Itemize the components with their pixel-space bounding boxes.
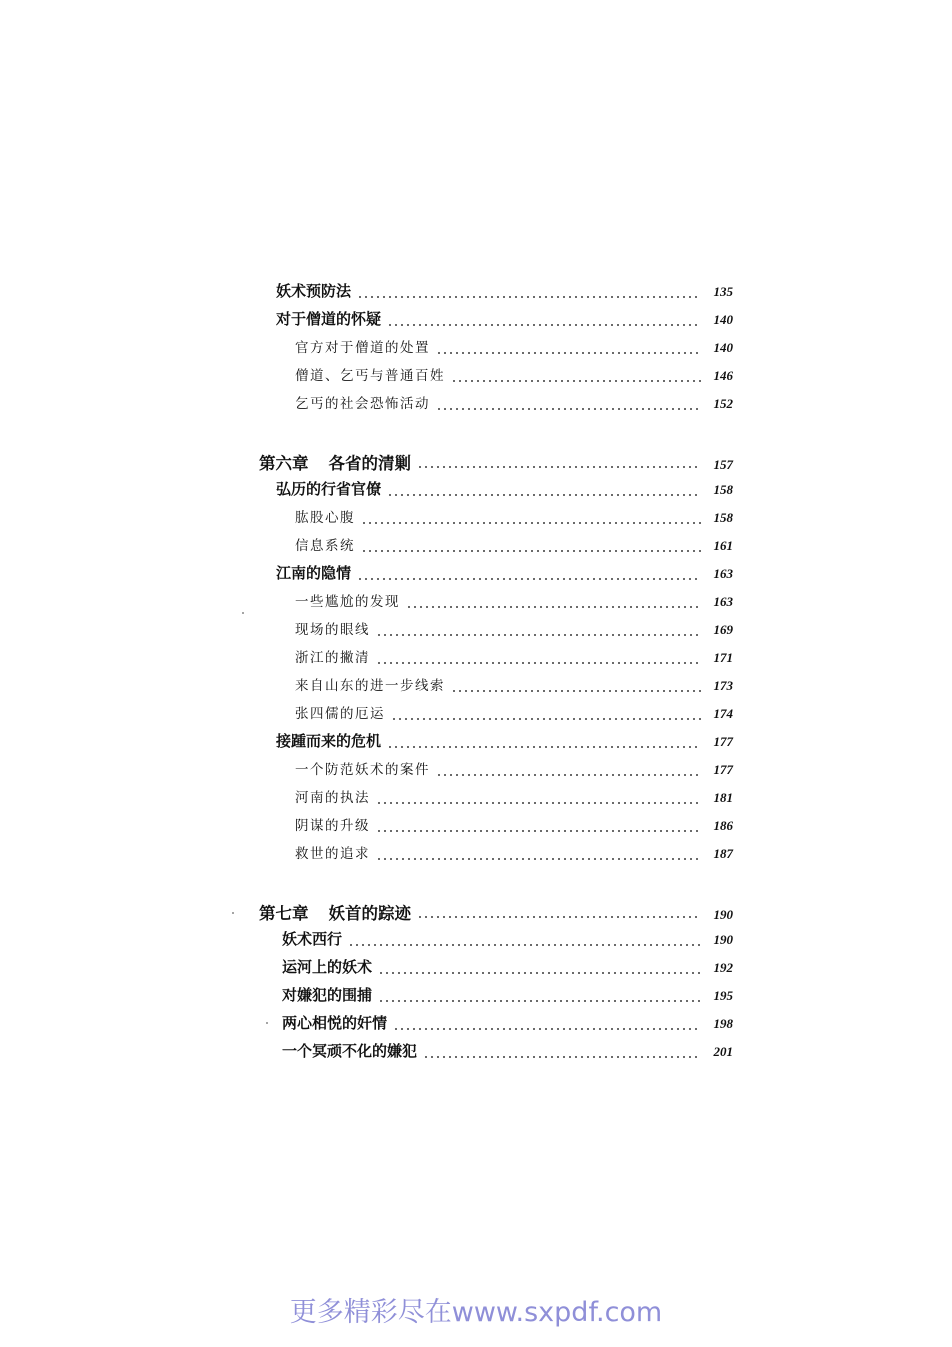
entry-title: [282, 928, 342, 949]
toc-subsection-entry: [295, 534, 733, 558]
scan-speck: [242, 612, 244, 614]
toc-subsection-entry: [295, 646, 733, 670]
dot-leader: [348, 944, 701, 946]
entry-title-text: 一个冥顽不化的嫌犯: [282, 1042, 418, 1060]
toc-section-entry: [282, 956, 733, 980]
toc-subsection-entry: [295, 336, 733, 360]
entry-title-text: 来自山东的进一步线索: [295, 678, 445, 694]
entry-title: [295, 534, 355, 554]
page-number: 171: [713, 650, 733, 665]
entry-title-text: 接踵而来的危机: [276, 732, 382, 750]
dot-leader: [387, 494, 701, 496]
entry-title-text: 弘历的行省官僚: [276, 480, 382, 498]
entry-title: [295, 758, 430, 778]
dot-leader: [376, 662, 701, 664]
dot-leader: [387, 324, 701, 326]
dot-leader: [378, 972, 701, 974]
page-number: 201: [713, 1044, 733, 1059]
entry-title-text: 肱股心腹: [295, 510, 355, 526]
page-number: 152: [713, 396, 733, 411]
toc-section-entry: [282, 1040, 733, 1064]
page-number: 135: [713, 284, 733, 299]
scan-speck: [266, 1022, 268, 1024]
entry-title: [295, 590, 400, 610]
entry-title-text: 现场的眼线: [295, 622, 370, 638]
dot-leader: [376, 858, 701, 860]
entry-title: [282, 1040, 417, 1061]
toc-subsection-entry: [295, 674, 733, 698]
page-number: 190: [713, 932, 733, 947]
page-number: 158: [713, 510, 733, 525]
chapter-number: 第七章: [259, 904, 309, 923]
page-number: 157: [713, 457, 733, 472]
entry-title-text: 各省的清剿: [328, 454, 411, 473]
toc-subsection-entry: [295, 758, 733, 782]
entry-title: [282, 956, 372, 977]
dot-leader: [451, 380, 701, 382]
toc-subsection-entry: [295, 590, 733, 614]
toc-subsection-entry: [295, 618, 733, 642]
toc-section-entry: [276, 478, 733, 502]
entry-title: [295, 336, 430, 356]
entry-title: [295, 618, 370, 638]
entry-title-text: 对嫌犯的围捕: [282, 986, 373, 1004]
toc-section-entry: [276, 280, 733, 304]
toc-subsection-entry: [295, 364, 733, 388]
entry-title: [259, 450, 411, 474]
page-number: 146: [713, 368, 733, 383]
page-number: 158: [713, 482, 733, 497]
toc-section-entry: [276, 730, 733, 754]
dot-leader: [376, 830, 701, 832]
dot-leader: [376, 634, 701, 636]
page-number: 181: [713, 790, 733, 805]
dot-leader: [436, 352, 701, 354]
dot-leader: [417, 916, 701, 918]
entry-title-text: 两心相悦的奸情: [282, 1014, 388, 1032]
entry-title: [295, 674, 445, 694]
entry-title: [295, 786, 370, 806]
entry-title: [295, 842, 370, 862]
entry-title-text: 一个防范妖术的案件: [295, 762, 430, 778]
entry-title-text: 妖术西行: [282, 930, 343, 948]
dot-leader: [387, 746, 701, 748]
entry-title: [282, 984, 372, 1005]
toc-subsection-entry: [295, 842, 733, 866]
entry-title-text: 妖术预防法: [276, 282, 352, 300]
toc-section-entry: [276, 308, 733, 332]
entry-title-text: 江南的隐情: [276, 564, 352, 582]
entry-title-text: 浙江的撇清: [295, 650, 370, 666]
entry-title-text: 张四儒的厄运: [295, 706, 385, 722]
entry-title-text: 僧道、乞丐与普通百姓: [295, 368, 445, 384]
dot-leader: [378, 1000, 701, 1002]
toc-section-entry: [282, 1012, 733, 1036]
page-number: 195: [713, 988, 733, 1003]
entry-title: [295, 364, 445, 384]
dot-leader: [361, 550, 701, 552]
page-number: 190: [713, 907, 733, 922]
entry-title: [276, 280, 351, 301]
page-number: 163: [713, 594, 733, 609]
dot-leader: [406, 606, 701, 608]
dot-leader: [436, 408, 701, 410]
toc-subsection-entry: [295, 392, 733, 416]
dot-leader: [451, 690, 701, 692]
dot-leader: [357, 296, 701, 298]
entry-title-text: 一些尴尬的发现: [295, 594, 400, 610]
toc-section-entry: [282, 928, 733, 952]
page-number: 163: [713, 566, 733, 581]
entry-title-text: 对于僧道的怀疑: [276, 310, 382, 328]
entry-title: [295, 646, 370, 666]
entry-title-text: 运河上的妖术: [282, 958, 373, 976]
entry-title-text: 河南的执法: [295, 790, 370, 806]
entry-title: [282, 1012, 387, 1033]
entry-title-text: 妖首的踪迹: [328, 904, 411, 923]
page-number: 187: [713, 846, 733, 861]
toc-chapter-entry: [259, 450, 733, 474]
page-number: 198: [713, 1016, 733, 1031]
dot-leader: [376, 802, 701, 804]
entry-title: [295, 814, 370, 834]
toc-subsection-entry: [295, 702, 733, 726]
entry-title-text: 乞丐的社会恐怖活动: [295, 396, 430, 412]
toc-chapter-entry: [259, 900, 733, 924]
page-number: 169: [713, 622, 733, 637]
entry-title: [295, 702, 385, 722]
dot-leader: [423, 1056, 701, 1058]
dot-leader: [393, 1028, 701, 1030]
page-number: 161: [713, 538, 733, 553]
entry-title-text: 官方对于僧道的处置: [295, 340, 430, 356]
entry-title-text: 信息系统: [295, 538, 355, 554]
entry-title: [276, 478, 381, 499]
entry-title-text: 阴谋的升级: [295, 818, 370, 834]
page-number: 177: [713, 762, 733, 777]
dot-leader: [417, 466, 701, 468]
toc-section-entry: [282, 984, 733, 1008]
toc-section-entry: [276, 562, 733, 586]
chapter-number: 第六章: [259, 454, 309, 473]
page-number: 140: [713, 340, 733, 355]
dot-leader: [436, 774, 701, 776]
dot-leader: [357, 578, 701, 580]
entry-title: [295, 506, 355, 526]
entry-title: [295, 392, 430, 412]
page-number: 173: [713, 678, 733, 693]
dot-leader: [361, 522, 701, 524]
dot-leader: [391, 718, 701, 720]
entry-title: [259, 900, 411, 924]
toc-subsection-entry: [295, 506, 733, 530]
page-number: 177: [713, 734, 733, 749]
scan-speck: [232, 912, 234, 914]
page-number: 186: [713, 818, 733, 833]
page-number: 140: [713, 312, 733, 327]
entry-title-text: 救世的追求: [295, 846, 370, 862]
page-number: 174: [713, 706, 733, 721]
toc-subsection-entry: [295, 814, 733, 838]
entry-title: [276, 308, 381, 329]
entry-title: [276, 730, 381, 751]
watermark-footer: 更多精彩尽在www.sxpdf.com: [289, 1297, 663, 1328]
toc-subsection-entry: [295, 786, 733, 810]
page-number: 192: [713, 960, 733, 975]
entry-title: [276, 562, 351, 583]
